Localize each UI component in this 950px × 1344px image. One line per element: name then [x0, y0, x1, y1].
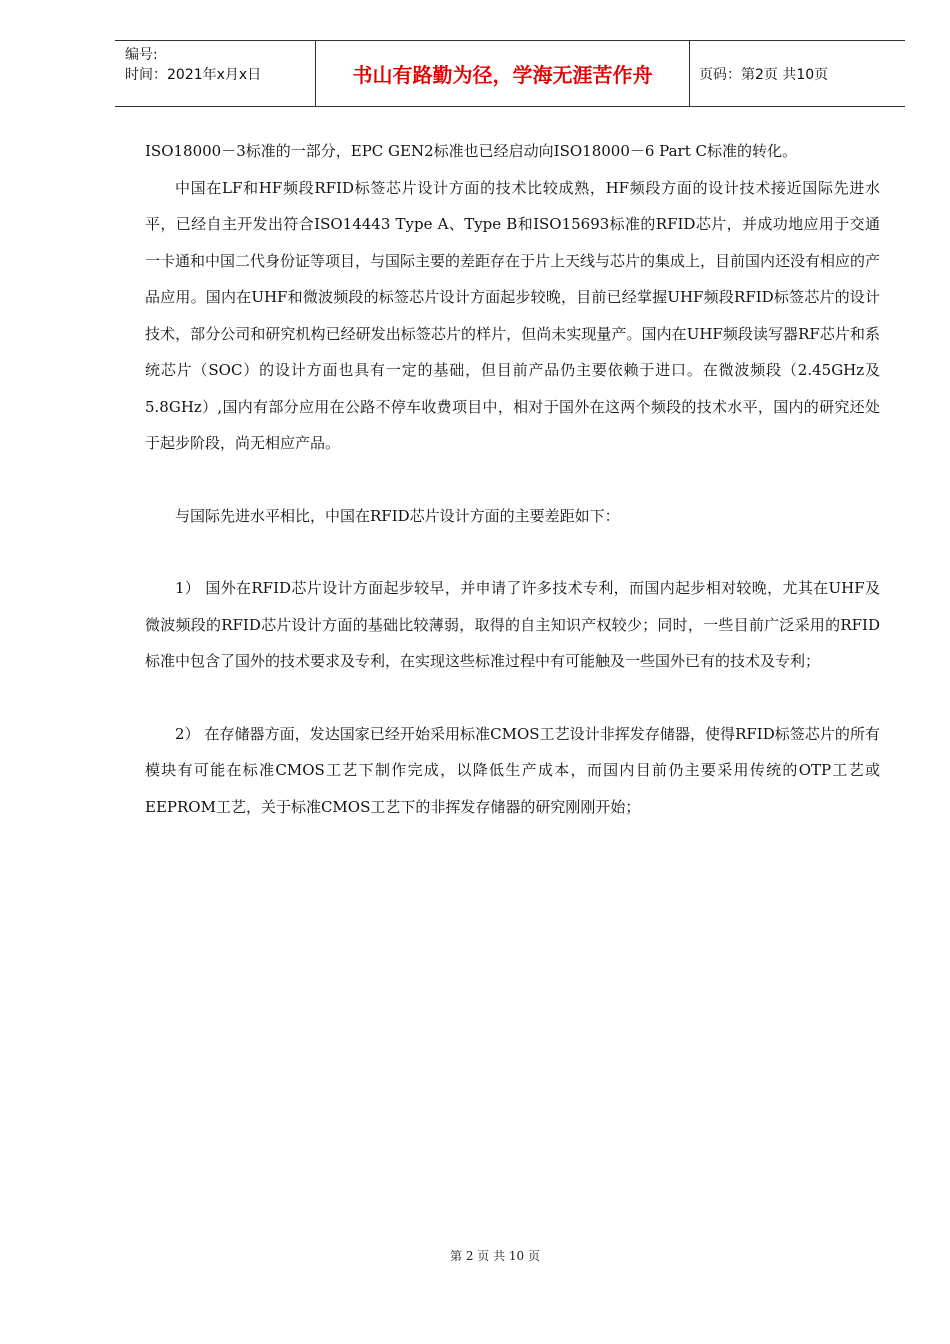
motto-text: 书山有路勤为径，学海无涯苦作舟: [352, 63, 653, 87]
paragraph-continuation: ISO18000－3标准的一部分，EPC GEN2标准也已经启动向ISO18000－6 Part C标准的转化。: [145, 142, 797, 160]
header-page-label: 页码：第2页 共10页: [699, 66, 829, 83]
page-header: [115, 40, 905, 107]
time-label: 时间：2021年x月x日: [125, 67, 262, 83]
list-item-1: 1） 国外在RFID芯片设计方面起步较早，并申请了许多技术专利，而国内起步相对较晚，尤其在UHF及微波频段的RFID芯片设计方面的基础比较薄弱，取得的自主知识产权较少；同时，一些目前广泛采用的RFID标准中包含了国外的技术要求及专利，在实现这些标准过程中有可能触及一些国外已有的技术及专利；: [145, 579, 880, 670]
page-footer: 第 2 页 共 10 页: [450, 1249, 540, 1263]
serial-label: 编号:: [125, 47, 158, 63]
paragraph-china-rfid-status: 中国在LF和HF频段RFID标签芯片设计方面的技术比较成熟，HF频段方面的设计技术接近国际先进水平，已经自主开发出符合ISO14443 Type A、Type B和ISO15693标准的RFID芯片，并成功地应用于交通一卡通和中国二代身份证等项目，与国际主要的差距存在于片上天线与芯片的集成上，目前国内还没有相应的产品应用。国内在UHF和微波频段的标签芯片设计方面起步较晚，目前已经掌握UHF频段RFID标签芯片的设计技术，部分公司和研究机构已经研发出标签芯片的样片，但尚未实现量产。国内在UHF频段读写器RF芯片和系统芯片（SOC）的设计方面也具有一定的基础，但目前产品仍主要依赖于进口。在微波频段（2.45GHz及5.8GHz）,国内有部分应用在公路不停车收费项目中，相对于国外在这两个频段的技术水平，国内的研究还处于起步阶段，尚无相应产品。: [145, 178, 881, 452]
header-motto-cell: [316, 41, 690, 106]
paragraph-spacer: [145, 462, 880, 498]
header-page-cell: [690, 41, 905, 106]
header-meta-cell: [115, 41, 316, 106]
paragraph-gap-intro: 与国际先进水平相比，中国在RFID芯片设计方面的主要差距如下：: [175, 506, 620, 525]
paragraph-spacer: [145, 680, 880, 716]
document-body: [145, 133, 880, 825]
list-item-2: 2） 在存储器方面，发达国家已经开始采用标准CMOS工艺设计非挥发存储器，使得RFID标签芯片的所有模块有可能在标准CMOS工艺下制作完成，以降低生产成本，而国内目前仍主要采用传统的OTP工艺或EEPROM工艺，关于标准CMOS工艺下的非挥发存储器的研究刚刚开始；: [145, 724, 880, 816]
paragraph-spacer: [145, 534, 880, 570]
